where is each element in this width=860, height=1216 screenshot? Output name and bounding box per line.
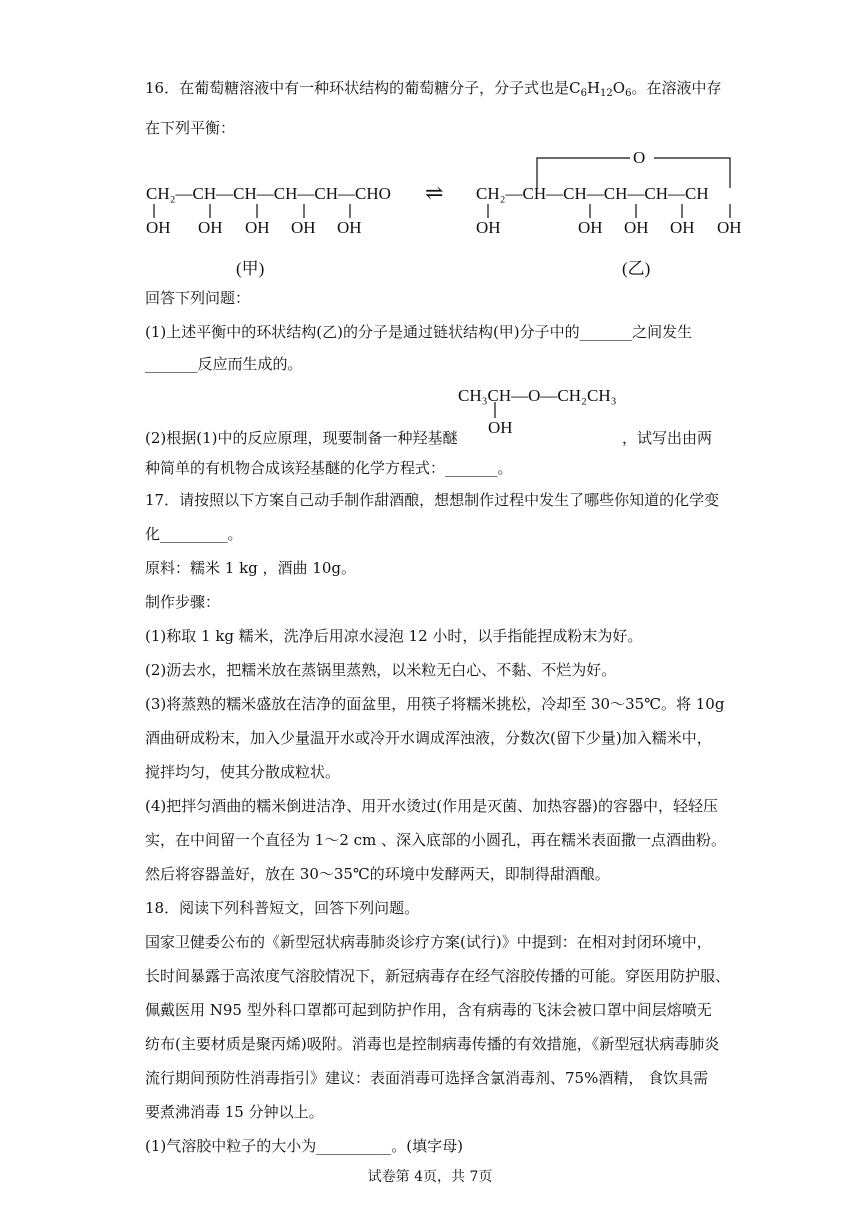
ether-structure-top: CH₃CH—O—CH₂CH₃ [458, 386, 617, 405]
q17-line5: (1)称取 1 kg 糯米，洗净后用凉水浸泡 12 小时，以手指能捏成粉末为好。 [145, 627, 643, 645]
q18-line8: (1)气溶胶中粒子的大小为__________。(填字母) [145, 1137, 463, 1155]
ring-oxygen: O [633, 148, 646, 167]
chain-structure-top: CH₂—CH—CH—CH—CH—CHO [146, 184, 391, 203]
q17-line1: 17．请按照以下方案自己动手制作甜酒酿，想想制作过程中发生了哪些你知道的化学变 [145, 491, 720, 509]
chain-oh-2: OH [198, 218, 223, 237]
q16-part2-line2: 种简单的有机物合成该羟基醚的化学方程式：_______。 [145, 459, 513, 477]
q18-line5: 纺布(主要材质是聚丙烯)吸附。消毒也是控制病毒传播的有效措施，《新型冠状病毒肺炎 [145, 1035, 720, 1053]
q17-line3: 原料：糯米 1 kg ，酒曲 10g。 [145, 559, 356, 577]
q16-part1-line1: (1)上述平衡中的环状结构(乙)的分子是通过链状结构(甲)分子中的_______之间发生 [145, 323, 693, 341]
q18-line6: 流行期间预防性消毒指引》建议：表面消毒可选择含氯消毒剂、75%酒精， 食饮具需 [145, 1069, 709, 1087]
q16-part1-line2: _______反应而生成的。 [145, 355, 303, 373]
label-jia: (甲) [236, 259, 265, 278]
q18-line1: 18．阅读下列科普短文，回答下列问题。 [145, 899, 420, 917]
ring-structure-top: CH₂—CH—CH—CH—CH—CH [476, 184, 709, 203]
q16-part2-line1: (2)根据(1)中的反应原理，现要制备一种羟基醚 [145, 429, 458, 447]
q17-line8: 酒曲研成粉末，加入少量温开水或冷开水调成浑浊液，分数次(留下少量)加入糯米中， [145, 729, 712, 747]
equilibrium-arrow: ⇌ [425, 180, 444, 205]
chain-oh-3: OH [245, 218, 270, 237]
q18-line4: 佩戴医用 N95 型外科口罩都可起到防护作用，含有病毒的飞沫会被口罩中间层熔喷无 [145, 1001, 712, 1019]
label-yi: (乙) [622, 259, 651, 278]
q18-line7: 要煮沸消毒 15 分钟以上。 [145, 1103, 324, 1121]
q16-part2-line1-tail: ，试写出由两 [622, 429, 713, 447]
q17-line10: (4)把拌匀酒曲的糯米倒进洁净、用开水烫过(作用是灭菌、加热容器)的容器中，轻轻压 [145, 797, 718, 815]
ether-oh: OH [488, 418, 513, 437]
ring-oh-2: OH [578, 218, 603, 237]
q16-line1: 16．在葡萄糖溶液中有一种环状结构的葡萄糖分子，分子式也是$C_6H_{12}O_6$。在溶液中存 [145, 79, 722, 99]
ring-oh-5: OH [717, 218, 742, 237]
ring-oh-1: OH [476, 218, 501, 237]
ring-oh-3: OH [624, 218, 649, 237]
ring-oh-4: OH [670, 218, 695, 237]
chain-oh-5: OH [337, 218, 362, 237]
page-footer: 试卷第 4页，共 7页 [367, 1169, 493, 1185]
chain-oh-4: OH [291, 218, 316, 237]
q17-line7: (3)将蒸熟的糯米盛放在洁净的面盆里，用筷子将糯米挑松，冷却至 30～35℃。将 10g [145, 695, 725, 713]
q17-line11: 实，在中间留一个直径为 1～2 cm 、深入底部的小圆孔，再在糯米表面撒一点酒曲粉。 [145, 831, 727, 849]
q17-line9: 搅拌均匀，使其分散成粒状。 [145, 763, 341, 781]
q17-line4: 制作步骤： [145, 593, 221, 611]
q17-line12: 然后将容器盖好，放在 30～35℃的环境中发酵两天，即制得甜酒酿。 [145, 865, 610, 883]
q17-line6: (2)沥去水，把糯米放在蒸锅里蒸熟，以米粒无白心、不黏、不烂为好。 [145, 661, 617, 679]
q16-line2: 在下列平衡： [145, 119, 236, 137]
q18-line3: 长时间暴露于高浓度气溶胶情况下，新冠病毒存在经气溶胶传播的可能。穿医用防护服、 [145, 967, 731, 985]
q17-line2: 化_________。 [145, 525, 243, 543]
chain-oh-1: OH [146, 218, 171, 237]
answer-intro: 回答下列问题： [145, 289, 251, 307]
q18-line2: 国家卫健委公布的《新型冠状病毒肺炎诊疗方案(试行)》中提到：在相对封闭环境中， [145, 933, 712, 951]
